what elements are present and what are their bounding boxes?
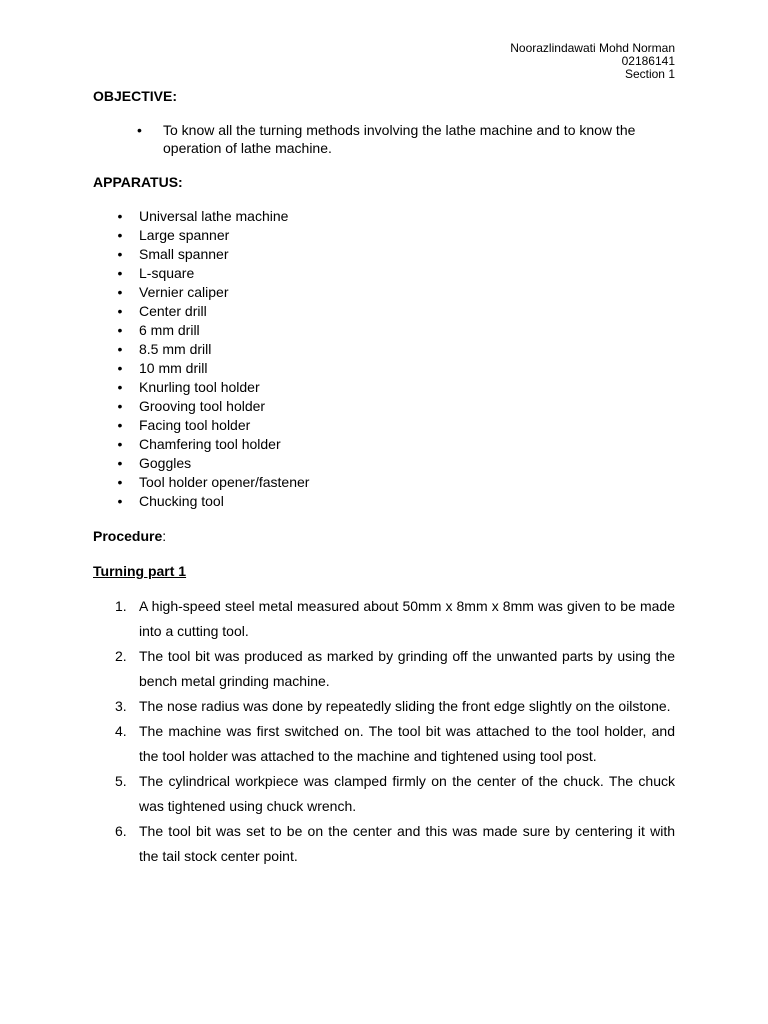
apparatus-item: Vernier caliper bbox=[139, 284, 229, 300]
step-number: 4. bbox=[115, 723, 127, 739]
list-item bbox=[117, 378, 309, 397]
bullet-icon: • bbox=[117, 436, 123, 452]
bullet-icon: • bbox=[117, 493, 123, 509]
procedure-colon: : bbox=[162, 528, 167, 544]
student-id: 02186141 bbox=[621, 54, 675, 68]
apparatus-item: 10 mm drill bbox=[139, 360, 208, 376]
list-item bbox=[93, 694, 675, 719]
bullet-icon: • bbox=[117, 455, 123, 471]
section-label: Section 1 bbox=[624, 67, 675, 81]
bullet-icon: • bbox=[117, 474, 123, 490]
bullet-icon: • bbox=[117, 303, 123, 319]
apparatus-item: Center drill bbox=[139, 303, 207, 319]
step-number: 6. bbox=[115, 823, 127, 839]
bullet-icon: • bbox=[117, 417, 123, 433]
apparatus-item: Chamfering tool holder bbox=[139, 436, 281, 452]
list-item bbox=[117, 226, 309, 245]
bullet-icon: • bbox=[137, 122, 142, 138]
apparatus-item: Knurling tool holder bbox=[139, 379, 260, 395]
list-item bbox=[117, 340, 309, 359]
step-text: The nose radius was done by repeatedly sliding the front edge slightly on the oilstone. bbox=[139, 698, 671, 714]
list-item bbox=[93, 594, 675, 644]
list-item bbox=[117, 302, 309, 321]
apparatus-item: Universal lathe machine bbox=[139, 208, 289, 224]
apparatus-item: Grooving tool holder bbox=[139, 398, 266, 414]
bullet-icon: • bbox=[117, 227, 123, 243]
list-item bbox=[117, 207, 309, 226]
author-header bbox=[510, 42, 675, 81]
bullet-icon: • bbox=[117, 360, 123, 376]
bullet-icon: • bbox=[117, 208, 123, 224]
apparatus-item: Chucking tool bbox=[139, 493, 224, 509]
apparatus-item: Small spanner bbox=[139, 246, 229, 262]
objective-heading: OBJECTIVE: bbox=[93, 88, 178, 104]
bullet-icon: • bbox=[117, 341, 123, 357]
list-item bbox=[93, 819, 675, 869]
step-number: 1. bbox=[115, 598, 127, 614]
list-item bbox=[117, 283, 309, 302]
apparatus-item: 6 mm drill bbox=[139, 322, 200, 338]
step-text: A high-speed steel metal measured about 50mm x 8mm x 8mm was given to be made into a cutting tool. bbox=[139, 598, 675, 639]
author-name: Noorazlindawati Mohd Norman bbox=[510, 41, 675, 55]
list-item bbox=[117, 492, 309, 511]
list-item bbox=[117, 416, 309, 435]
apparatus-item: Facing tool holder bbox=[139, 417, 251, 433]
turning-part-heading: Turning part 1 bbox=[93, 563, 187, 579]
objective-item: To know all the turning methods involving the lathe machine and to know the operation of lathe machine. bbox=[163, 122, 636, 156]
bullet-icon: • bbox=[117, 265, 123, 281]
step-text: The cylindrical workpiece was clamped firmly on the center of the chuck. The chuck was tightened using chuck wrench. bbox=[139, 773, 675, 814]
bullet-icon: • bbox=[117, 246, 123, 262]
list-item bbox=[93, 644, 675, 694]
apparatus-list bbox=[117, 207, 310, 511]
bullet-icon: • bbox=[117, 284, 123, 300]
step-text: The machine was first switched on. The tool bit was attached to the tool holder, and the tool holder was attached to the machine and tightened using tool post. bbox=[139, 723, 675, 764]
bullet-icon: • bbox=[117, 398, 123, 414]
procedure-heading-line bbox=[93, 528, 166, 544]
list-item bbox=[117, 397, 309, 416]
apparatus-item: 8.5 mm drill bbox=[139, 341, 212, 357]
apparatus-item: Large spanner bbox=[139, 227, 230, 243]
list-item bbox=[117, 245, 309, 264]
step-text: The tool bit was produced as marked by grinding off the unwanted parts by using the bench metal grinding machine. bbox=[139, 648, 675, 689]
step-number: 2. bbox=[115, 648, 127, 664]
bullet-icon: • bbox=[117, 322, 123, 338]
list-item bbox=[117, 435, 309, 454]
list-item bbox=[117, 264, 309, 283]
step-number: 3. bbox=[115, 698, 127, 714]
apparatus-item: Goggles bbox=[139, 455, 192, 471]
list-item bbox=[117, 473, 310, 492]
list-item bbox=[93, 719, 675, 769]
apparatus-heading: APPARATUS: bbox=[93, 174, 183, 190]
step-text: The tool bit was set to be on the center and this was made sure by centering it with the tail stock center point. bbox=[139, 823, 675, 864]
list-item bbox=[93, 769, 675, 819]
list-item bbox=[117, 454, 309, 473]
procedure-steps bbox=[93, 594, 675, 869]
list-item bbox=[117, 321, 309, 340]
apparatus-item: L-square bbox=[139, 265, 195, 281]
procedure-heading: Procedure bbox=[93, 528, 163, 544]
apparatus-item: Tool holder opener/fastener bbox=[139, 474, 310, 490]
bullet-icon: • bbox=[117, 379, 123, 395]
step-number: 5. bbox=[115, 773, 127, 789]
list-item bbox=[117, 359, 309, 378]
